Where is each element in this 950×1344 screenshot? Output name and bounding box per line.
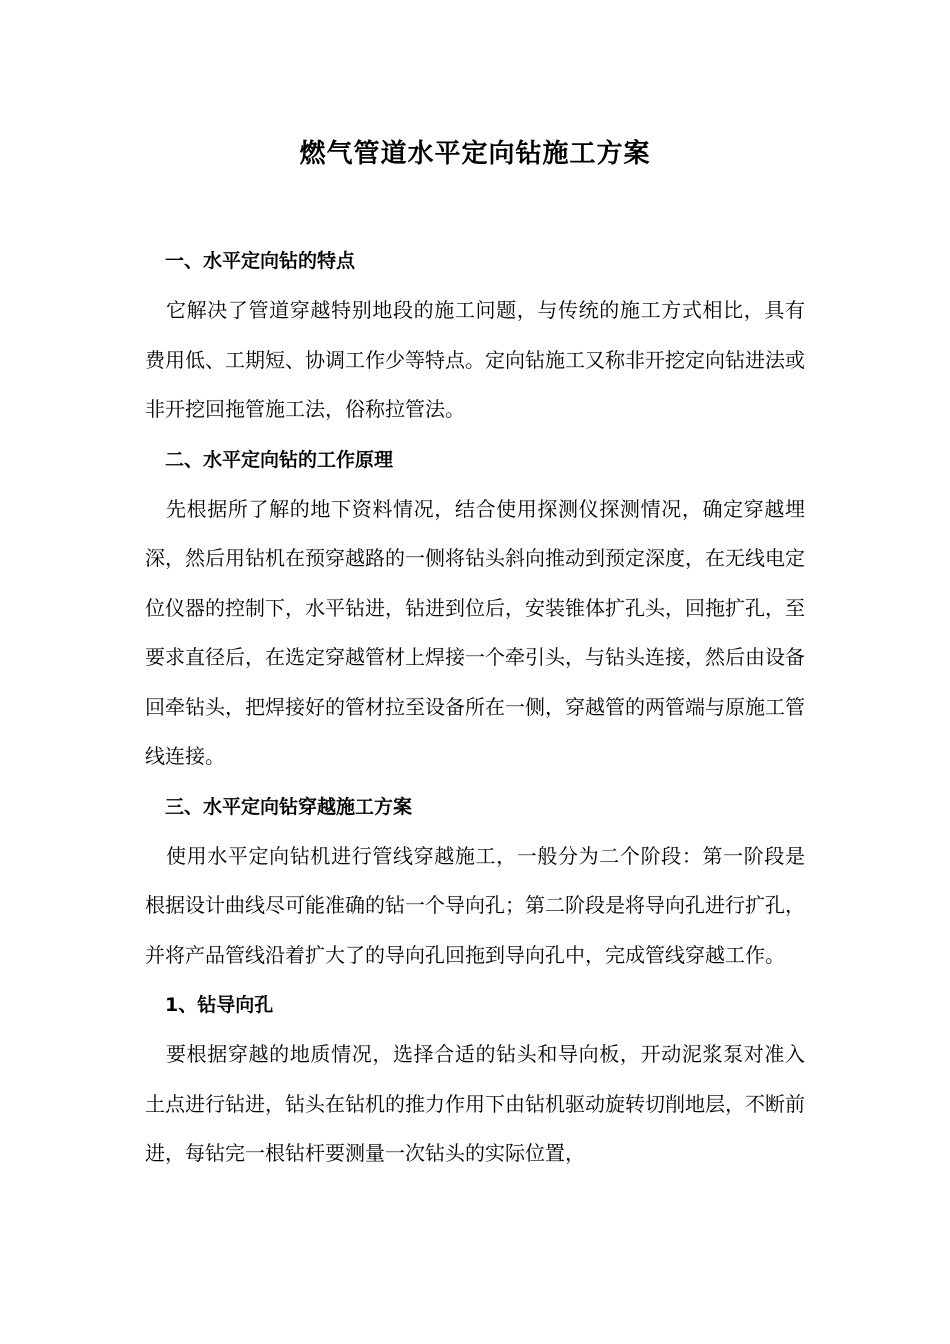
document-title: 燃气管道水平定向钻施工方案 [299,139,651,169]
section-heading-construction-plan: 三、水平定向钻穿越施工方案 [165,795,413,818]
section-heading-features: 一、水平定向钻的特点 [165,250,356,272]
section-heading-principle: 二、水平定向钻的工作原理 [165,448,394,471]
section-heading-pilot-hole: 1、钻导向孔 [165,994,274,1016]
section-paragraph-pilot-hole: 要根据穿越的地质情况，选择合适的钻头和导向板，开动泥浆泵对准入土点进行钻进，钻头在钻机的推力作用下由钻机驱动旋转切削地层，不断前进，每钻完一根钻杆要测量一次钻头的实际位置， [145,1042,805,1165]
section-paragraph-principle: 先根据所了解的地下资料情况，结合使用探测仪探测情况，确定穿越埋深，然后用钻机在预穿越路的一侧将钻头斜向推动到预定深度，在无线电定位仪器的控制下，水平钻进，钻进到位后，安装锥体扩孔头，回拖扩孔，至要求直径后，在选定穿越管材上焊接一个牵引头，与钻头连接，然后由设备回牵钻头，把焊接好的管材拉至设备所在一侧，穿越管的两管端与原施工管线连接。 [145,496,805,768]
document-body [145,236,805,1179]
section-paragraph-features: 它解决了管道穿越特别地段的施工问题，与传统的施工方式相比，具有费用低、工期短、协调工作少等特点。定向钻施工又称非开挖定向钻进法或非开挖回拖管施工法，俗称拉管法。 [145,298,805,421]
section-paragraph-construction-plan: 使用水平定向钻机进行管线穿越施工，一般分为二个阶段：第一阶段是根据设计曲线尽可能准确的钻一个导向孔；第二阶段是将导向孔进行扩孔，并将产品管线沿着扩大了的导向孔回拖到导向孔中，完成管线穿越工作。 [145,843,805,967]
